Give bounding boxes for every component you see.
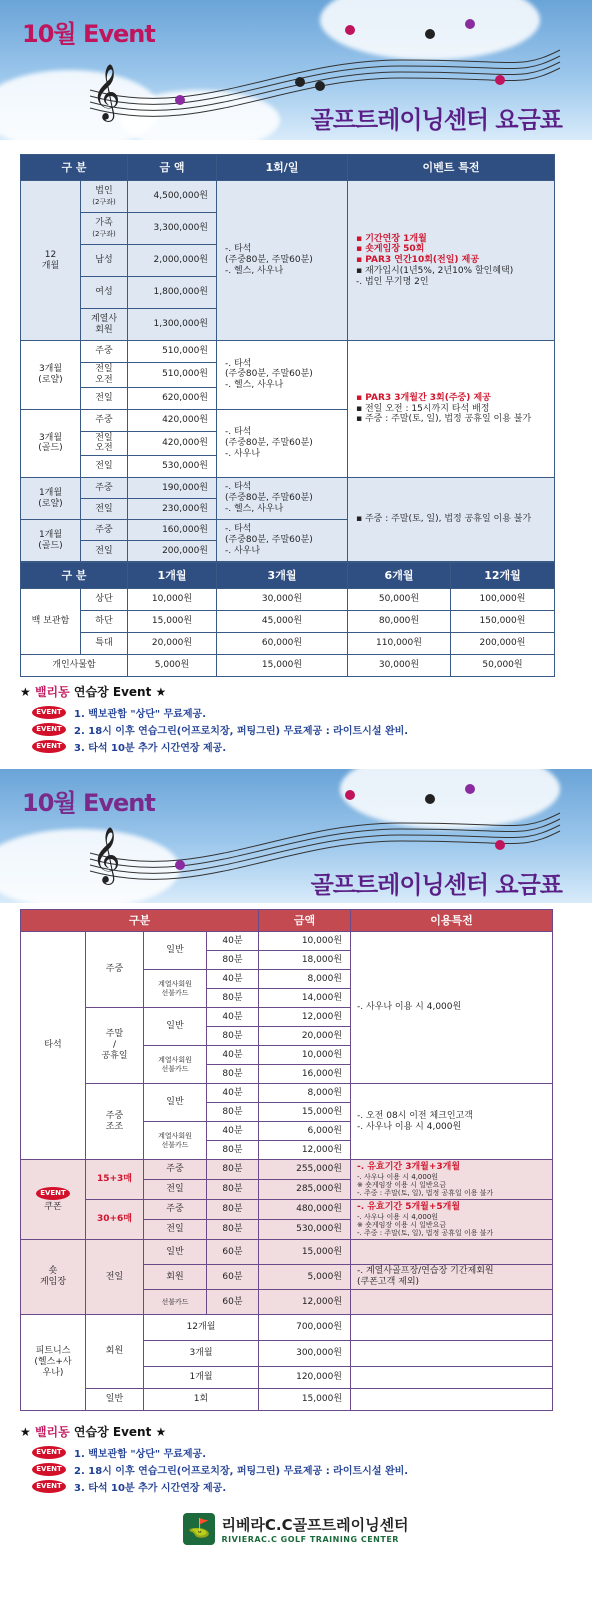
notes-title: ★ 밸리동 연습장 Event ★: [20, 1425, 167, 1440]
group-label: 백 보관함: [21, 589, 81, 655]
price-cell: 420,000원: [128, 409, 217, 431]
table-row: [21, 589, 555, 611]
price-cell: 285,000원: [259, 1180, 351, 1200]
price-cell: 255,000원: [259, 1160, 351, 1180]
duration-cell: 80분: [207, 1103, 259, 1122]
table-row: [21, 633, 555, 655]
price-cell: 100,000원: [451, 589, 555, 611]
header-12m: 12개월: [451, 563, 555, 589]
svg-text:𝄞: 𝄞: [92, 827, 121, 884]
benefits-cell: ▪ PAR3 3개월간 3회(주중) 제공 ▪ 전일 오전 : 15시까지 타석 배정 ▪ 주중 : 주말(토, 일), 법정 공휴일 이용 불가: [348, 341, 555, 478]
duration-cell: 60분: [207, 1265, 259, 1290]
event-notes-2: [0, 1411, 592, 1495]
duration-cell: 80분: [207, 1065, 259, 1084]
event-badge: EVENT: [32, 1463, 66, 1476]
per-day-cell: -. 타석 (주중80분, 주말60분) -. 헬스, 사우나: [217, 341, 348, 410]
duration-cell: 40분: [207, 1084, 259, 1103]
event-badge: EVENT: [36, 1187, 70, 1200]
duration-cell: 60분: [207, 1240, 259, 1265]
event-title: 10월 Event: [22, 789, 155, 818]
price-cell: 30,000원: [217, 589, 348, 611]
type-cell: 주중: [144, 1160, 207, 1180]
benefits-cell: -. 계열사골프장/연습장 기간제회원 (쿠폰고객 제외): [351, 1265, 553, 1290]
price-cell: 15,000원: [259, 1240, 351, 1265]
price-cell: 620,000원: [128, 387, 217, 409]
brand-subtitle: RIVIERAC.C GOLF TRAINING CENTER: [221, 1535, 399, 1545]
price-cell: 510,000원: [128, 363, 217, 388]
price-cell: 530,000원: [128, 456, 217, 478]
duration-cell: 80분: [207, 951, 259, 970]
header-category: 구분: [21, 910, 259, 932]
price-cell: 15,000원: [259, 1389, 351, 1411]
type-cell: 일반: [144, 1008, 207, 1046]
price-cell: 15,000원: [259, 1103, 351, 1122]
duration-cell: 80분: [207, 1180, 259, 1200]
type-cell: 법인 (2구좌): [81, 181, 128, 213]
type-cell: 1개월: [144, 1367, 259, 1389]
price-table-1-wrap: [0, 140, 592, 677]
duration-cell: 80분: [207, 1220, 259, 1240]
list-item: EVENT 2. 18시 이후 연습그린(어프로치장, 퍼팅그린) 무료제공 : 라이트시설 완비.: [32, 1461, 572, 1478]
table-row: [21, 1084, 553, 1103]
price-cell: 15,000원: [217, 655, 348, 677]
table-row: [21, 1160, 553, 1180]
brand-logo: [0, 1513, 592, 1545]
group-label: EVENT 쿠폰: [21, 1160, 86, 1240]
per-day-cell: -. 타석 (주중80분, 주말60분) -. 사우나: [217, 409, 348, 478]
group-label: 개인사물함: [21, 655, 128, 677]
price-cell: 6,000원: [259, 1122, 351, 1141]
price-cell: 150,000원: [451, 611, 555, 633]
type-cell: 일반: [144, 932, 207, 970]
event-badge: EVENT: [32, 740, 66, 753]
price-cell: 700,000원: [259, 1315, 351, 1341]
list-item: EVENT 1. 백보관함 "상단" 무료제공.: [32, 704, 572, 721]
type-cell: 전일: [144, 1180, 207, 1200]
price-table-2-wrap: [0, 903, 592, 1411]
list-item: EVENT 2. 18시 이후 연습그린(어프로치장, 퍼팅그린) 무료제공 : 라이트시설 완비.: [32, 721, 572, 738]
type-cell: 주중: [81, 520, 128, 541]
type-cell: 일반: [144, 1084, 207, 1122]
type-cell: 계열사 회원: [81, 309, 128, 341]
table-row: [21, 1200, 553, 1220]
header-amount: 금 액: [128, 155, 217, 181]
price-cell: 3,300,000원: [128, 213, 217, 245]
duration-cell: 40분: [207, 932, 259, 951]
table-row: [21, 1389, 553, 1411]
price-cell: 10,000원: [259, 932, 351, 951]
subgroup-label: 주말 / 공휴일: [86, 1008, 144, 1084]
price-cell: 45,000원: [217, 611, 348, 633]
duration-cell: 40분: [207, 970, 259, 989]
benefits-cell: -. 유효기간 5개월+5개월 -. 사우나 이용 시 4,000원 ※ 숏게임장 이용 시 일반요금 -. 주중 : 주말(토, 일), 법정 공휴일 이용 불가: [351, 1200, 553, 1240]
event-title: 10월 Event: [22, 20, 155, 48]
type-cell: 계열사회원 선불카드: [144, 1046, 207, 1084]
type-cell: 가족 (2구좌): [81, 213, 128, 245]
price-cell: 300,000원: [259, 1341, 351, 1367]
price-cell: 80,000원: [348, 611, 451, 633]
membership-price-table: [20, 154, 555, 562]
price-cell: 190,000원: [128, 478, 217, 499]
price-cell: 10,000원: [259, 1046, 351, 1065]
price-cell: 8,000원: [259, 1084, 351, 1103]
header-benefits: 이용특전: [351, 910, 553, 932]
table-row: [21, 611, 555, 633]
event-notes: [0, 677, 592, 755]
subgroup-label: 회원: [86, 1315, 144, 1389]
benefits-cell: ▪ 기간연장 1개월 ▪ 숏게임장 50회 ▪ PAR3 연간10회(전일) 제공 ▪ 재가입시(1년5%, 2년10% 할인혜택) -. 법인 무기명 2인: [348, 181, 555, 341]
type-cell: 계열사회원 선불카드: [144, 970, 207, 1008]
price-cell: 1,300,000원: [128, 309, 217, 341]
benefits-cell: [351, 1367, 553, 1389]
price-cell: 12,000원: [259, 1290, 351, 1315]
header-1m: 1개월: [128, 563, 217, 589]
price-cell: 50,000원: [348, 589, 451, 611]
type-cell: 12개월: [144, 1315, 259, 1341]
duration-cell: 80분: [207, 1141, 259, 1160]
type-cell: 전일: [81, 541, 128, 562]
price-cell: 5,000원: [259, 1265, 351, 1290]
event-badge: EVENT: [32, 1480, 66, 1493]
table-row: [21, 932, 553, 951]
benefits-cell: [351, 1290, 553, 1315]
benefits-cell: -. 유효기간 3개월+3개월 -. 사우나 이용 시 4,000원 ※ 숏게임장 이용 시 일반요금 -. 주중 : 주말(토, 일), 법정 공휴일 이용 불가: [351, 1160, 553, 1200]
duration-cell: 80분: [207, 1160, 259, 1180]
subgroup-label: 주중: [86, 932, 144, 1008]
table-row: [21, 478, 555, 499]
svg-text:𝄞: 𝄞: [92, 64, 121, 120]
price-cell: 60,000원: [217, 633, 348, 655]
benefits-cell: ▪ 주중 : 주말(토, 일), 법정 공휴일 이용 불가: [348, 478, 555, 562]
price-cell: 2,000,000원: [128, 245, 217, 277]
type-cell: 1회: [144, 1389, 259, 1411]
duration-cell: 80분: [207, 1200, 259, 1220]
price-cell: 5,000원: [128, 655, 217, 677]
type-cell: 특대: [81, 633, 128, 655]
group-label: 1개월 (로얄): [21, 478, 81, 520]
table-row: [21, 341, 555, 363]
subgroup-label: 일반: [86, 1389, 144, 1411]
price-cell: 120,000원: [259, 1367, 351, 1389]
group-label: 피트니스 (헬스+사 우나): [21, 1315, 86, 1411]
subgroup-label: 주중 조조: [86, 1084, 144, 1160]
price-cell: 20,000원: [259, 1027, 351, 1046]
type-cell: 전일 오전: [81, 431, 128, 456]
type-cell: 주중: [81, 409, 128, 431]
table-row: [21, 655, 555, 677]
golfer-logo-icon: ⛳: [183, 1513, 215, 1545]
per-day-cell: -. 타석 (주중80분, 주말60분) -. 헬스, 사우나: [217, 181, 348, 341]
list-item: EVENT 3. 타석 10분 추가 시간연장 제공.: [32, 738, 572, 755]
group-label: 3개월 (골드): [21, 409, 81, 478]
header-per-day: 1회/일: [217, 155, 348, 181]
type-cell: 일반: [144, 1240, 207, 1265]
type-cell: 회원: [144, 1265, 207, 1290]
subgroup-label: 전일: [86, 1240, 144, 1315]
type-cell: 주중: [81, 341, 128, 363]
event-badge: EVENT: [32, 723, 66, 736]
type-cell: 하단: [81, 611, 128, 633]
price-cell: 15,000원: [128, 611, 217, 633]
benefits-cell: [351, 1341, 553, 1367]
type-cell: 주중: [81, 478, 128, 499]
type-cell: 주중: [144, 1200, 207, 1220]
price-cell: 16,000원: [259, 1065, 351, 1084]
price-cell: 8,000원: [259, 970, 351, 989]
price-cell: 200,000원: [451, 633, 555, 655]
price-cell: 110,000원: [348, 633, 451, 655]
brand-name: 리베라C.C골프트레이닝센터: [221, 1516, 409, 1535]
type-cell: 상단: [81, 589, 128, 611]
type-cell: 여성: [81, 277, 128, 309]
table-header-row: [21, 910, 553, 932]
table-row: [21, 1315, 553, 1341]
price-cell: 510,000원: [128, 341, 217, 363]
duration-cell: 80분: [207, 989, 259, 1008]
locker-price-table: [20, 562, 555, 677]
duration-cell: 40분: [207, 1008, 259, 1027]
notes-title: ★ 밸리동 연습장 Event ★: [20, 685, 167, 700]
page-title: 골프트레이닝센터 요금표: [310, 871, 562, 900]
benefits-cell: -. 오전 08시 이전 체크인고객 -. 사우나 이용 시 4,000원: [351, 1084, 553, 1160]
header-category: 구 분: [21, 155, 128, 181]
type-cell: 전일: [81, 456, 128, 478]
type-cell: 전일: [81, 387, 128, 409]
list-item: EVENT 1. 백보관함 "상단" 무료제공.: [32, 1444, 572, 1461]
group-label: 숏 게임장: [21, 1240, 86, 1315]
duration-cell: 40분: [207, 1046, 259, 1065]
price-cell: 50,000원: [451, 655, 555, 677]
type-cell: 남성: [81, 245, 128, 277]
duration-cell: 40분: [207, 1122, 259, 1141]
type-cell: 선불카드: [144, 1290, 207, 1315]
header-category: 구 분: [21, 563, 128, 589]
table-row: [21, 181, 555, 213]
table-header-row: [21, 563, 555, 589]
price-cell: 4,500,000원: [128, 181, 217, 213]
benefits-cell: [351, 1240, 553, 1265]
header-3m: 3개월: [217, 563, 348, 589]
price-cell: 14,000원: [259, 989, 351, 1008]
duration-cell: 60분: [207, 1290, 259, 1315]
price-cell: 10,000원: [128, 589, 217, 611]
type-cell: 전일: [81, 499, 128, 520]
usage-price-table: [20, 909, 553, 1411]
group-label: 3개월 (로얄): [21, 341, 81, 410]
table-row: [21, 1240, 553, 1265]
type-cell: 전일: [144, 1220, 207, 1240]
event-badge: EVENT: [32, 706, 66, 719]
group-label: 1개월 (골드): [21, 520, 81, 562]
price-cell: 20,000원: [128, 633, 217, 655]
per-day-cell: -. 타석 (주중80분, 주말60분) -. 헬스, 사우나: [217, 478, 348, 520]
type-cell: 계열사회원 선불카드: [144, 1122, 207, 1160]
price-cell: 530,000원: [259, 1220, 351, 1240]
page-title: 골프트레이닝센터 요금표: [310, 106, 562, 134]
group-label: 타석: [21, 932, 86, 1160]
benefits-cell: -. 사우나 이용 시 4,000원: [351, 932, 553, 1084]
price-cell: 200,000원: [128, 541, 217, 562]
type-cell: 전일 오전: [81, 363, 128, 388]
price-cell: 230,000원: [128, 499, 217, 520]
price-cell: 480,000원: [259, 1200, 351, 1220]
table-header-row: [21, 155, 555, 181]
header-6m: 6개월: [348, 563, 451, 589]
group-label: 12 개월: [21, 181, 81, 341]
event-banner-2: [0, 769, 592, 903]
price-cell: 1,800,000원: [128, 277, 217, 309]
price-cell: 12,000원: [259, 1008, 351, 1027]
per-day-cell: -. 타석 (주중80분, 주말60분) -. 사우나: [217, 520, 348, 562]
coupon-count: 30+6매: [86, 1200, 144, 1240]
list-item: EVENT 3. 타석 10분 추가 시간연장 제공.: [32, 1478, 572, 1495]
benefits-cell: [351, 1389, 553, 1411]
type-cell: 3개월: [144, 1341, 259, 1367]
coupon-count: 15+3매: [86, 1160, 144, 1200]
price-cell: 12,000원: [259, 1141, 351, 1160]
event-banner: [0, 0, 592, 140]
header-amount: 금액: [259, 910, 351, 932]
header-benefits: 이벤트 특전: [348, 155, 555, 181]
price-cell: 160,000원: [128, 520, 217, 541]
price-cell: 18,000원: [259, 951, 351, 970]
duration-cell: 80분: [207, 1027, 259, 1046]
benefits-cell: [351, 1315, 553, 1341]
event-badge: EVENT: [32, 1446, 66, 1459]
price-cell: 420,000원: [128, 431, 217, 456]
price-cell: 30,000원: [348, 655, 451, 677]
